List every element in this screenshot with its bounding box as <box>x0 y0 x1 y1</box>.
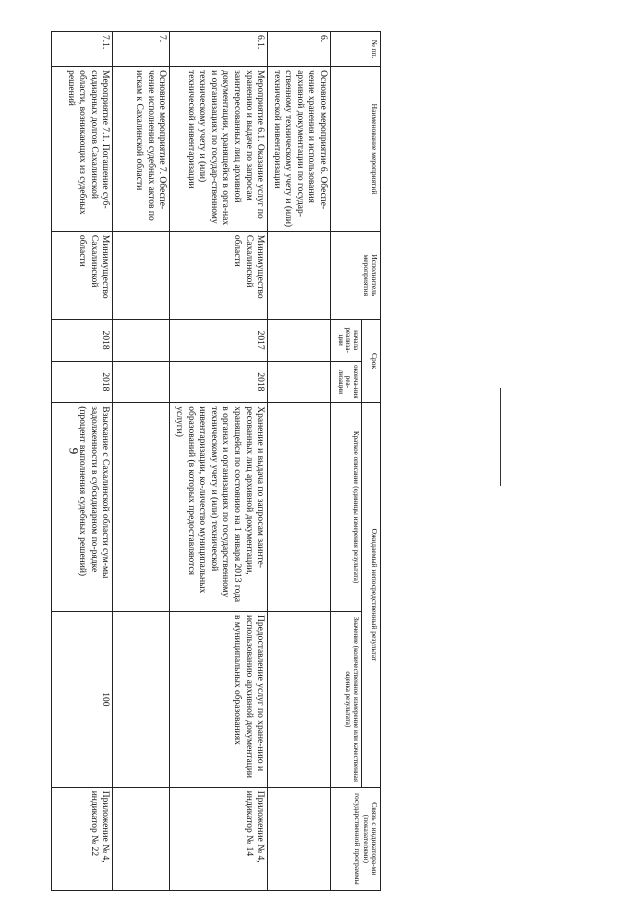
row-link: Приложение № 4, индикатор № 14 <box>170 787 268 890</box>
header-executor: Исполнитель мероприятия <box>331 231 381 319</box>
footnote-rule <box>500 388 501 486</box>
row-link <box>113 787 170 890</box>
row-link <box>268 787 331 890</box>
row-executor <box>268 231 331 319</box>
table-row <box>52 32 113 891</box>
row-value <box>113 611 170 787</box>
header-result: Ожидаемый непосредственный результат <box>362 403 381 787</box>
measures-table <box>51 31 381 891</box>
row-end: 2018 <box>170 361 268 403</box>
row-num: 7.1. <box>52 32 113 67</box>
row-num: 6.1. <box>170 32 268 67</box>
row-name: Основное мероприятие 7. Обеспе-чение исполнения судебных актов по искам к Сахалинской области <box>113 67 170 232</box>
header-row <box>362 32 381 891</box>
row-start <box>268 319 331 361</box>
row-value: Предоставление услуг по хране-нию и использованию архивной документации в муниципальных образованиях <box>170 611 268 787</box>
table-row <box>268 32 331 891</box>
header-result-desc: Краткое описание (единицы измерения результата) <box>331 403 362 612</box>
row-desc: Хранение и выдача по запросам заинте-ресованных лиц архивной документации, хранящейся по состоянию на 1 января 2013 года в органах и организациях по государственному техническому учету и (или) технической инвентаризации, ко-личество муниципальных образований (в которых предоставляются услуги) <box>170 403 268 612</box>
row-desc <box>268 403 331 612</box>
row-num: 7. <box>113 32 170 67</box>
header-num: № пп. <box>331 32 381 67</box>
row-link: Приложение № 4, индикатор № 22 <box>52 787 113 890</box>
row-end: 2018 <box>52 361 113 403</box>
row-value <box>268 611 331 787</box>
table-row <box>113 32 170 891</box>
row-value: 100 <box>52 611 113 787</box>
row-executor: Минимущество Сахалинской области <box>52 231 113 319</box>
row-start: 2018 <box>52 319 113 361</box>
header-name: Наименование мероприятий <box>331 67 381 232</box>
row-start: 2017 <box>170 319 268 361</box>
header-link: Связь с индикатора-ми (показателями) государственной программы <box>331 787 381 890</box>
row-desc <box>113 403 170 612</box>
header-term: Срок <box>362 319 381 402</box>
row-name: Мероприятие 7.1. Погашение суб-сидиарных долгов Сахалинской области, возникающих из судебных решений <box>52 67 113 232</box>
row-end <box>113 361 170 403</box>
row-executor <box>113 231 170 319</box>
row-name: Мероприятие 6.1. Оказание услуг по хранению и выдаче по запросам заинтересованных лиц архивной документации, хранящейся в орга-нах и организациях по государ-ственному техническому учету и (или) технической инвентаризации <box>170 67 268 232</box>
row-end <box>268 361 331 403</box>
header-result-value: Значение (количественное измерение или качественная оценка результата) <box>331 611 362 787</box>
row-executor: Минимущество Сахалинской области <box>170 231 268 319</box>
header-term-end: оконча-ния реа-лизации <box>331 361 362 403</box>
row-num: 6. <box>268 32 331 67</box>
page-number: 9 <box>66 447 82 455</box>
row-start <box>113 319 170 361</box>
row-desc: Взыскание с Сахалинской области сум-мы задолженности в субсидиарном по-рядке (процент выполнения судебных решений) <box>52 403 113 612</box>
header-term-start: начала реализа-ции <box>331 319 362 361</box>
row-name: Основное мероприятие 6. Обеспе-чение хранения и использования архивной документации по государ-ственному техническому учету и (или) технической инвентаризации <box>268 67 331 232</box>
table-row <box>170 32 268 891</box>
